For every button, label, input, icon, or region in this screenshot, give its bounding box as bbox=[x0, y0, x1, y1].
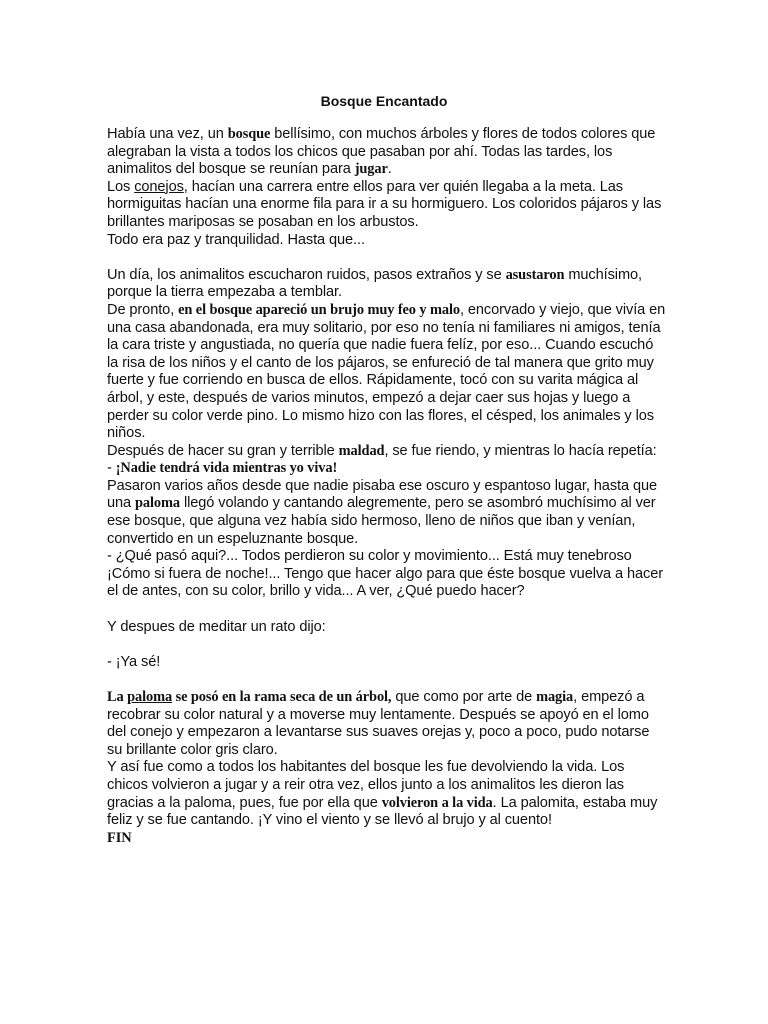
paragraph-noises bbox=[107, 267, 667, 302]
paragraph-dove-speaks: - ¿Qué pasó aqui?... Todos perdieron su color y movimiento... Está muy tenebroso ¡Cómo si fuera de noche!... Tengo que hacer algo para que éste bosque vuelva a hacer el de antes, con su color, brillo y vida... A ver, ¿Qué puedo hacer? bbox=[107, 548, 663, 600]
paragraph-magic bbox=[107, 689, 667, 759]
text-run: que como por arte de bbox=[391, 689, 537, 705]
fin-label: FIN bbox=[107, 829, 132, 846]
bold-run: magia bbox=[536, 689, 574, 705]
bold-run: en el bosque apareció un brujo muy feo y malo bbox=[178, 301, 460, 318]
story-body bbox=[107, 126, 667, 847]
bold-run: ¡Nadie tendrá vida mientras yo viva! bbox=[115, 460, 338, 477]
text-run: muchísimo, porque la tierra empezaba a temblar. bbox=[107, 266, 642, 301]
bold-underlined-run: paloma bbox=[127, 689, 173, 705]
paragraph-spacer bbox=[107, 249, 667, 267]
text-run: Y así fue como a todos los habitantes del bosque les fue devolviendo la vida. Los chicos volvieron a jugar y a reir otra vez, ellos junto a los animalitos les dieron las gracias a la paloma, pues, fue por ella que bbox=[107, 759, 625, 811]
bold-run: La bbox=[107, 689, 128, 705]
paragraph-dove-arrives bbox=[107, 478, 667, 548]
text-run: Había una vez, un bbox=[107, 126, 228, 142]
text-run: , se fue riendo, y mientras lo hacía repetía: bbox=[384, 442, 657, 459]
bold-run: se posó en la rama seca de un árbol, bbox=[172, 689, 392, 705]
paragraph-ya-se: - ¡Ya sé! bbox=[107, 653, 161, 670]
paragraph-ending bbox=[107, 759, 667, 829]
bold-run: jugar bbox=[354, 161, 388, 178]
paragraph-spacer bbox=[107, 636, 667, 654]
text-run: Los bbox=[107, 178, 135, 195]
text-run: Pasaron varios años desde que nadie pisaba ese oscuro y espantoso lugar, hasta que una bbox=[107, 477, 657, 512]
text-run: llegó volando y cantando alegremente, pero se asombró muchísimo al ver ese bosque, que alguna vez había sido hermoso, lleno de niños que iban y venían, convertido en un espeluznante bosque. bbox=[107, 495, 656, 547]
text-run: bellísimo, con muchos árboles y flores de todos colores que alegraban la vista a todos los chicos que pasaban por ahí. Todas las tardes, los animalitos del bosque se reunían para bbox=[107, 126, 656, 178]
text-run: . bbox=[387, 161, 392, 178]
text-run: Después de hacer su gran y terrible bbox=[107, 442, 339, 459]
paragraph-curse bbox=[107, 460, 667, 478]
text-run: De pronto, bbox=[107, 301, 179, 318]
document-title: Bosque Encantado bbox=[320, 93, 448, 109]
paragraph-wizard bbox=[107, 302, 667, 443]
underlined-run: conejos bbox=[134, 178, 184, 195]
text-run: Un día, los animalitos escucharon ruidos, pasos extraños y se bbox=[107, 266, 506, 283]
paragraph-spacer bbox=[107, 601, 667, 619]
text-run: , hacían una carrera entre ellos para ver quién llegaba a la meta. Las hormiguitas hacían una enorme fila para ir a su hormiguero. Los coloridos pájaros y las brillantes mariposas se posaban en los arbustos. bbox=[107, 178, 662, 230]
paragraph-spacer bbox=[107, 671, 667, 689]
paragraph-evil-deed bbox=[107, 443, 667, 461]
paragraph-intro bbox=[107, 126, 667, 179]
paragraph-peace: Todo era paz y tranquilidad. Hasta que... bbox=[107, 231, 365, 248]
bold-run: volvieron a la vida bbox=[381, 794, 493, 811]
text-run: , empezó a recobrar su color natural y a moverse muy lentamente. Después se apoyó en el lomo del conejo y empezaron a levantarse sus suaves orejas y, poco a poco, pudo notarse su brillante color gris claro. bbox=[107, 689, 650, 758]
bold-run: bosque bbox=[227, 126, 271, 142]
paragraph-rabbits bbox=[107, 179, 667, 232]
bold-run: paloma bbox=[135, 495, 180, 512]
bold-run: asustaron bbox=[505, 266, 565, 283]
bold-run: maldad bbox=[338, 442, 385, 459]
text-run: . La palomita, estaba muy feliz y se fue cantando. ¡Y vino el viento y se llevó al brujo y al cuento! bbox=[107, 794, 658, 829]
text-run: , encorvado y viejo, que vivía en una casa abandonada, era muy solitario, por eso no tenía ni familiares ni amigos, tenía la cara triste y angustiada, no quería que nadie fuera felíz, por eso... Cuando escuchó la risa de los niños y el canto de los pájaros, se enfureció de tal manera que grito muy fuerte y fue corriendo en busca de ellos. Rápidamente, tocó con su varita mágica al árbol, y este, después de varios minutos, empezó a dejar caer sus hojas y luego a perder su color verde pino. Lo mismo hizo con las flores, el césped, los animales y los niños. bbox=[107, 301, 666, 442]
paragraph-meditate: Y despues de meditar un rato dijo: bbox=[107, 618, 326, 635]
text-run: - bbox=[107, 460, 116, 477]
